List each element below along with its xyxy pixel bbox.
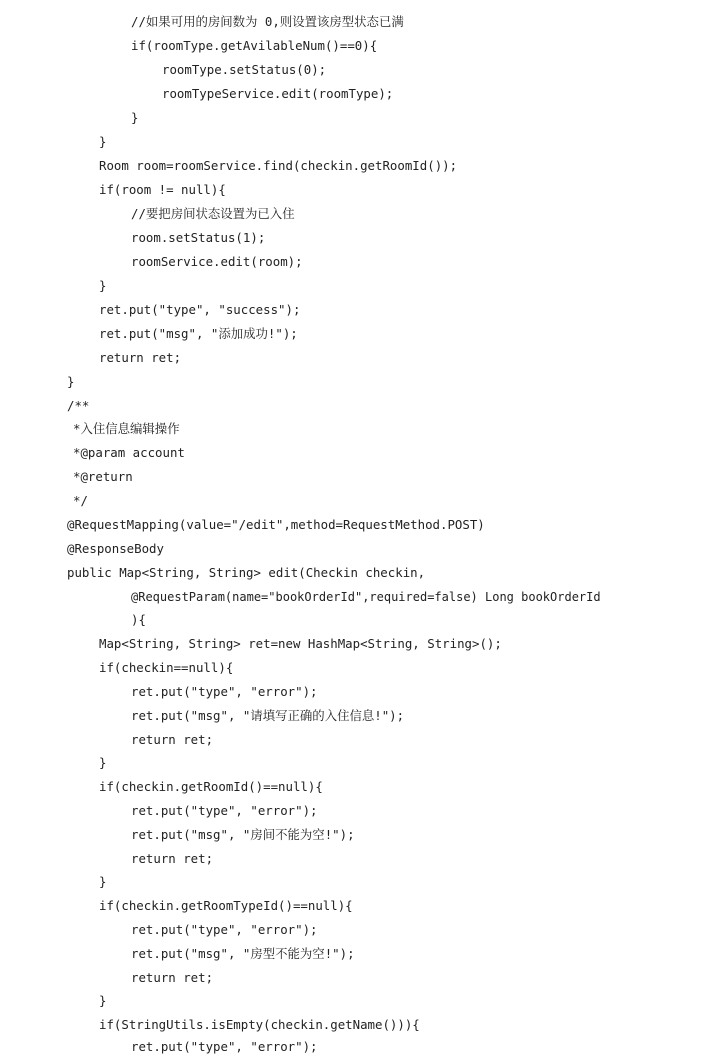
code-line: if(StringUtils.isEmpty(checkin.getName())){ [99,1017,420,1032]
code-line: return ret; [131,970,214,985]
code-line: //如果可用的房间数为 0,则设置该房型状态已满 [131,14,404,29]
code-line: ret.put("type", "error"); [131,922,318,937]
code-line: } [99,134,107,149]
code-line: return ret; [131,851,214,866]
code-line: return ret; [131,732,214,747]
code-line: //要把房间状态设置为已入住 [131,206,295,221]
code-line: ret.put("type", "success"); [99,302,301,317]
code-line: roomType.setStatus(0); [162,62,327,77]
code-line: ret.put("msg", "添加成功!"); [99,326,298,341]
code-line: if(checkin.getRoomId()==null){ [99,779,323,794]
code-line: } [99,993,107,1008]
code-line: ret.put("type", "error"); [131,1039,318,1054]
code-line: Room room=roomService.find(checkin.getRoomId()); [99,158,458,173]
code-line: if(room != null){ [99,182,226,197]
code-line: ret.put("msg", "房间不能为空!"); [131,827,355,842]
code-line: if(roomType.getAvilableNum()==0){ [131,38,378,53]
code-line: ret.put("type", "error"); [131,803,318,818]
code-line: roomService.edit(room); [131,254,303,269]
code-line: ret.put("msg", "请填写正确的入住信息!"); [131,708,405,723]
code-line: } [99,755,107,770]
code-line: @RequestParam(name="bookOrderId",required=false) Long bookOrderId [131,590,601,604]
code-line: *@param account [73,445,185,460]
code-line: } [131,110,139,125]
code-line: *@return [73,469,133,484]
code-line: /** [67,398,90,413]
code-line: roomTypeService.edit(roomType); [162,86,394,101]
code-line: } [67,374,75,389]
code-line: @RequestMapping(value="/edit",method=RequestMethod.POST) [67,517,485,532]
code-line: @ResponseBody [67,541,164,556]
code-line: Map<String, String> ret=new HashMap<String, String>(); [99,636,502,651]
code-line: public Map<String, String> edit(Checkin checkin, [67,565,426,580]
code-line: } [99,874,107,889]
code-line: ret.put("msg", "房型不能为空!"); [131,946,355,961]
code-line: if(checkin.getRoomTypeId()==null){ [99,898,353,913]
code-line: if(checkin==null){ [99,660,234,675]
code-line: ){ [131,612,146,627]
code-line: ret.put("type", "error"); [131,684,318,699]
code-line: */ [73,493,88,508]
code-line: *入住信息编辑操作 [73,421,180,436]
code-line: room.setStatus(1); [131,230,266,245]
code-line: return ret; [99,350,182,365]
code-line: } [99,278,107,293]
